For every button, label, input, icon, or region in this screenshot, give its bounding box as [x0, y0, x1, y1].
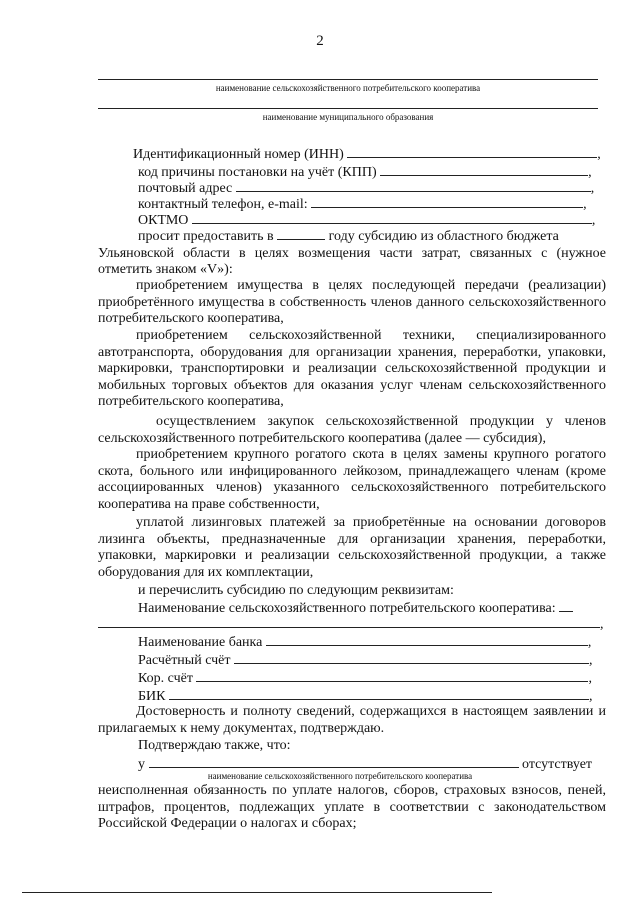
- corr-label: Кор. счёт: [138, 671, 193, 686]
- oktmo-label: ОКТМО: [138, 213, 189, 228]
- absence-caption: наименование сельскохозяйственного потребительского кооператива: [207, 771, 473, 781]
- purpose-item-2[interactable]: приобретением сельскохозяйственной техники, специализированного автотранспорта, оборудования для организации хранения, переработки, упаковки, маркировки, транспортировки и реализации сельскохозяйственной продукции и мобильных торговых объектов для оказания услуг членам сельскохозяйственного потребительского кооператива,: [98, 328, 606, 410]
- request-paragraph: [98, 227, 606, 279]
- municipality-caption: наименование муниципального образования: [262, 112, 434, 122]
- corr-input-line[interactable]: [196, 669, 588, 682]
- account-input-line[interactable]: [234, 651, 589, 664]
- address-label: почтовый адрес: [138, 181, 233, 196]
- purpose-item-1[interactable]: приобретением имущества в целях последующей передачи (реализации) приобретённого имущества в собственность членов данного сельскохозяйственного потребительского кооператива,: [98, 278, 606, 327]
- coop-name-label: Наименование сельскохозяйственного потребительского кооператива:: [138, 601, 556, 616]
- account-label: Расчётный счёт: [138, 653, 231, 668]
- confirmation-also: Подтверждаю также, что:: [138, 738, 291, 753]
- inn-comma: ,: [597, 147, 601, 162]
- absence-prefix: у: [138, 757, 145, 772]
- bik-field: [138, 687, 593, 705]
- request-suffix: году субсидию из областного бюджета: [328, 229, 559, 244]
- coop-name-comma: ,: [600, 617, 604, 632]
- inn-field: [133, 145, 601, 163]
- coop-name-input-line[interactable]: [559, 599, 573, 612]
- phone-comma: ,: [583, 197, 587, 212]
- address-comma: ,: [590, 181, 595, 196]
- oktmo-input-line[interactable]: [192, 211, 592, 224]
- address-input-line[interactable]: [236, 179, 591, 192]
- coop-name-input-line-2[interactable]: [98, 615, 600, 628]
- bik-input-line[interactable]: [169, 687, 589, 700]
- kpp-comma: ,: [588, 165, 592, 180]
- absence-paragraph: неисполненная обязанность по уплате налогов, сборов, страховых взносов, пеней, штрафов, процентов, подлежащих уплате в соответствии с законодательством Российской Федерации о налогах и сборах;: [98, 783, 606, 832]
- purpose-item-3[interactable]: осуществлением закупок сельскохозяйственной продукции у членов сельскохозяйственного потребительского кооператива (далее — субсидия),: [98, 414, 606, 446]
- transfer-text: и перечислить субсидию по следующим реквизитам:: [138, 583, 454, 598]
- purpose-item-4[interactable]: приобретением крупного рогатого скота в целях замены крупного рогатого скота, больного или инфицированного лейкозом, принадлежащего членам (кроме ассоциированных членов) указанного сельскохозяйственного потребительского кооператива на праве собственности,: [98, 447, 606, 512]
- page-number: 2: [316, 33, 324, 49]
- phone-label: контактный телефон, e-mail:: [138, 197, 308, 212]
- footer-rule: [22, 892, 492, 893]
- coop-name-line: [98, 79, 598, 80]
- municipality-line: [98, 108, 598, 109]
- inn-input-line[interactable]: [347, 145, 597, 158]
- corr-field: [138, 669, 592, 687]
- purpose-item-5[interactable]: уплатой лизинговых платежей за приобретённые на основании договоров лизинга объекты, предназначенные для организации хранения, переработки, упаковки, маркировки и реализации сельскохозяйственной продукции, а также оборудования для их комплектации,: [98, 515, 606, 580]
- coop-name-line2-field: [98, 615, 604, 633]
- corr-comma: ,: [588, 671, 592, 686]
- bik-comma: ,: [589, 689, 593, 704]
- inn-label: Идентификационный номер (ИНН): [133, 147, 344, 162]
- absence-coop-input-line[interactable]: [149, 755, 519, 768]
- request-prefix: просит предоставить в: [138, 229, 274, 244]
- bank-name-input-line[interactable]: [266, 633, 588, 646]
- oktmo-comma: ,: [591, 213, 596, 228]
- request-continuation: Ульяновской области в целях возмещения части затрат, связанных с (нужное отметить знаком «V»):: [98, 245, 606, 278]
- coop-name-caption: наименование сельскохозяйственного потребительского кооператива: [215, 83, 481, 93]
- account-field: [138, 651, 593, 669]
- kpp-input-line[interactable]: [380, 163, 588, 176]
- bank-name-field: [138, 633, 591, 651]
- account-comma: ,: [589, 653, 593, 668]
- bank-name-comma: ,: [587, 635, 592, 650]
- bank-name-label: Наименование банка: [138, 635, 263, 650]
- confirmation-paragraph: Достоверность и полноту сведений, содержащихся в настоящем заявлении и прилагаемых к нему документах, подтверждаю.: [98, 704, 606, 736]
- absence-suffix: отсутствует: [522, 757, 593, 772]
- year-input-line[interactable]: [277, 227, 325, 240]
- bik-label: БИК: [138, 689, 166, 704]
- kpp-label: код причины постановки на учёт (КПП): [138, 165, 377, 180]
- phone-input-line[interactable]: [311, 195, 583, 208]
